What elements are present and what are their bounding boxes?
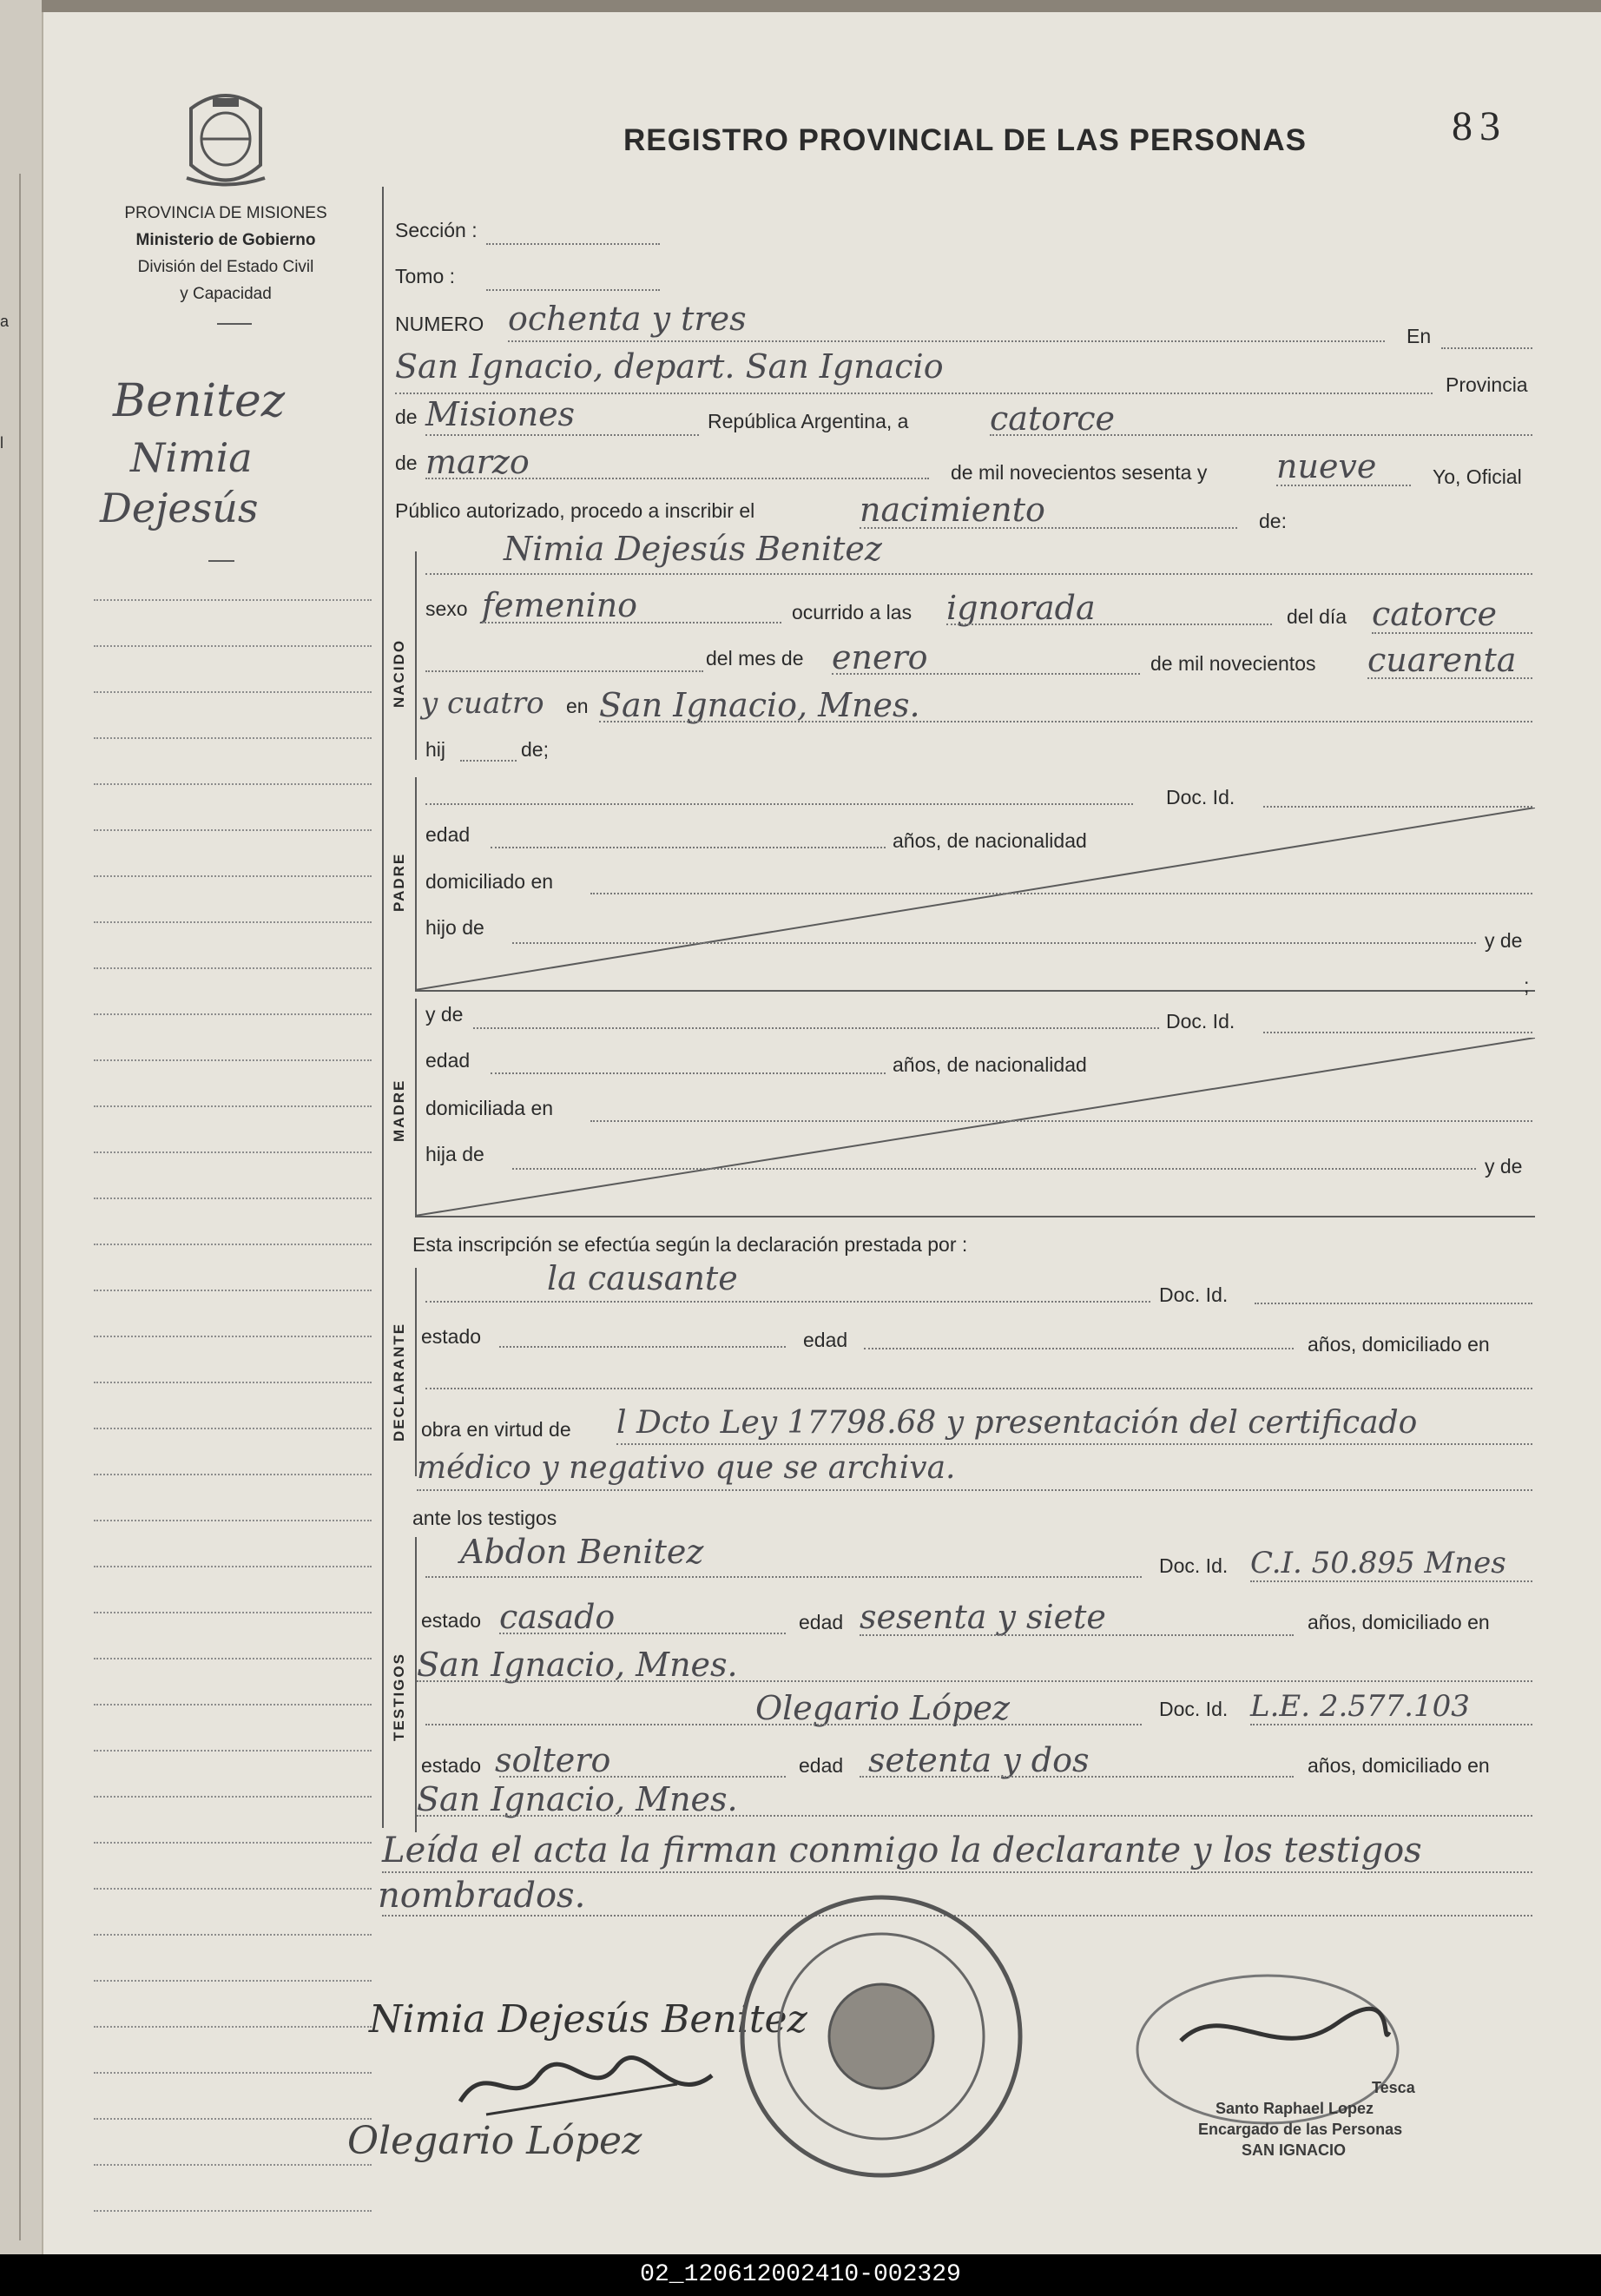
margin-ruled-line — [94, 1704, 372, 1706]
del-mes-label: del mes de — [706, 647, 804, 670]
division-name: División del Estado Civil — [137, 258, 314, 276]
nacido-side-label: NACIDO — [391, 638, 407, 708]
closing-line-1: Leída el acta la firman conmigo la declarante y los testigos — [382, 1831, 1422, 1870]
yo-oficial-label: Yo, Oficial — [1433, 465, 1522, 488]
margin-ruled-line — [94, 1842, 372, 1844]
image-id-footer: 02_120612002410-002329 — [0, 2254, 1601, 2296]
testigo2-doc-value: L.E. 2.577.103 — [1250, 1689, 1470, 1724]
testigo2-doc-label: Doc. Id. — [1159, 1698, 1229, 1720]
margin-ruled-line — [94, 1428, 372, 1429]
dia-line — [1372, 632, 1532, 634]
madre-hija-line — [512, 1168, 1476, 1170]
numero-label: NUMERO — [395, 313, 484, 335]
en-label-nacido: en — [566, 695, 589, 717]
padre-bottom-rule — [415, 990, 1535, 992]
margin-ruled-line — [94, 1980, 372, 1982]
sexo-value: femenino — [482, 586, 638, 624]
margin-ruled-line — [94, 1934, 372, 1936]
margin-ruled-line — [94, 691, 372, 693]
testigo1-doc-line — [1250, 1580, 1532, 1582]
obra-line-2 — [417, 1489, 1532, 1491]
madre-hija-de-label: hija de — [425, 1143, 484, 1165]
madre-y-de-2-label: y de — [1485, 1155, 1523, 1178]
madre-edad-line — [491, 1072, 886, 1074]
margin-ruled-line — [94, 2026, 372, 2028]
signature-witness-2: Olegario López — [347, 2119, 642, 2163]
declarante-name-line — [425, 1301, 1150, 1303]
republica-label: República Argentina, a — [708, 410, 909, 432]
obra-value: l Dcto Ley 17798.68 y presentación del certificado — [616, 1405, 1418, 1441]
margin-surname: Benitez — [113, 375, 286, 427]
margin-ruled-line — [94, 1474, 372, 1475]
padre-side-label: PADRE — [391, 852, 407, 912]
page-number: 83 — [1452, 103, 1507, 149]
padre-hijo-de-label: hijo de — [425, 916, 484, 939]
madre-name-line — [473, 1027, 1159, 1029]
page-edge — [42, 0, 1601, 12]
declarante-estado-line — [499, 1346, 786, 1348]
month-value: marzo — [425, 443, 530, 481]
margin-ruled-line — [94, 1059, 372, 1061]
margin-ruled-line — [94, 829, 372, 831]
testigo2-edad-line — [860, 1776, 1294, 1778]
declarante-side-label: DECLARANTE — [391, 1322, 407, 1442]
testigo2-edad-label: edad — [799, 1754, 844, 1777]
margin-ruled-line — [94, 1796, 372, 1798]
mes-value: enero — [832, 638, 928, 676]
testigo2-estado-line — [499, 1776, 786, 1778]
padre-edad-label: edad — [425, 823, 471, 846]
padre-doc-label: Doc. Id. — [1166, 786, 1235, 808]
margin-stub-l: l — [0, 434, 3, 452]
margin-ruled-line — [94, 645, 372, 647]
sexo-label: sexo — [425, 597, 468, 620]
declarante-edad-label: edad — [803, 1329, 848, 1351]
padre-hijo-line — [512, 942, 1476, 944]
testigo1-doc-value: C.I. 50.895 Mnes — [1250, 1546, 1506, 1580]
province-line — [425, 434, 699, 436]
testigo1-name-value: Abdon Benitez — [460, 1533, 704, 1571]
madre-edad-label: edad — [425, 1049, 471, 1072]
margin-ruled-line — [94, 1382, 372, 1383]
margin-ruled-line — [94, 2072, 372, 2074]
hij-line — [460, 760, 517, 762]
margin-ruled-line — [94, 875, 372, 877]
tomo-label: Tomo : — [395, 265, 456, 287]
testigo2-estado-label: estado — [421, 1754, 482, 1777]
lugar-line — [599, 721, 1532, 722]
ocurrido-label: ocurrido a las — [792, 601, 913, 623]
madre-doc-line — [1263, 1032, 1532, 1033]
margin-ruled-line — [94, 1658, 372, 1659]
margin-ruled-line — [94, 2210, 372, 2212]
margin-middlename: Dejesús — [100, 485, 259, 531]
nacido-border — [415, 551, 417, 760]
padre-y-de-label: y de — [1485, 929, 1523, 952]
margin-ruled-line — [94, 737, 372, 739]
padre-dom-label: domiciliado en — [425, 870, 554, 893]
seccion-label: Sección : — [395, 219, 478, 241]
declarante-anios-dom-label: años, domiciliado en — [1308, 1333, 1490, 1356]
capacity-name: y Capacidad — [180, 285, 272, 303]
official-stamp-text — [1163, 2077, 1415, 2161]
mil-nov-label: de mil novecientos — [1150, 652, 1316, 675]
margin-ruled-line — [94, 1888, 372, 1890]
testigo1-edad-line — [860, 1634, 1294, 1636]
month-line — [425, 478, 929, 479]
declarante-estado-label: estado — [421, 1325, 482, 1348]
margin-ruled-line — [94, 1197, 372, 1199]
numero-line — [508, 340, 1385, 342]
padre-dom-line — [590, 893, 1532, 894]
margin-ruled-line — [94, 1336, 372, 1337]
margin-ruled-line — [94, 1520, 372, 1521]
tomo-line — [486, 289, 660, 291]
official-seal-icon — [734, 1889, 1029, 2184]
margin-ruled-line — [94, 1566, 372, 1567]
ministry-name: Ministerio de Gobierno — [135, 231, 316, 249]
declarante-border — [415, 1268, 417, 1476]
declarante-edad-line — [864, 1348, 1294, 1349]
obra-value-2: médico y negativo que se archiva. — [417, 1450, 956, 1486]
declarante-doc-line — [1255, 1303, 1532, 1304]
province-value: Misiones — [425, 395, 576, 433]
en-line — [1441, 347, 1532, 349]
book-binding — [0, 0, 43, 2254]
madre-dom-line — [590, 1120, 1532, 1122]
main-frame-border — [382, 187, 384, 1828]
declarante-intro: Esta inscripción se efectúa según la declaración prestada por : — [412, 1233, 968, 1256]
margin-stub-a: a — [0, 313, 10, 330]
testigo2-anios-dom-label: años, domiciliado en — [1308, 1754, 1490, 1777]
place-line — [395, 393, 1433, 394]
nacido-name-value: Nimia Dejesús Benitez — [504, 530, 882, 568]
margin-ruled-line — [94, 1244, 372, 1245]
margin-firstname: Nimia — [130, 434, 253, 481]
testigo2-name-line — [425, 1724, 1142, 1725]
closing-rule-1 — [382, 1871, 1532, 1873]
testigos-intro: ante los testigos — [412, 1507, 557, 1529]
padre-doc-line — [1263, 806, 1532, 808]
obra-line — [616, 1443, 1532, 1445]
mil-novecientos-label: de mil novecientos sesenta y — [951, 461, 1208, 484]
margin-ruled-line — [94, 1151, 372, 1153]
padre-name-line — [425, 803, 1133, 805]
stamp-line-2: Santo Raphael Lopez — [1216, 2100, 1374, 2117]
del-dia-label: del día — [1287, 605, 1347, 628]
publico-label: Público autorizado, procedo a inscribir el — [395, 499, 755, 522]
pre-mes-line — [425, 670, 703, 672]
stamp-line-4: SAN IGNACIO — [1242, 2141, 1347, 2159]
binding-rule — [19, 174, 21, 2240]
place-value: San Ignacio, depart. San Ignacio — [395, 347, 944, 386]
declarante-name-value: la causante — [547, 1259, 738, 1297]
hora-line — [946, 623, 1272, 625]
nacido-name-line — [425, 573, 1532, 575]
margin-ruled-line — [94, 2164, 372, 2166]
year-value: nueve — [1276, 447, 1377, 485]
testigo1-name-line — [425, 1576, 1142, 1578]
header-dash — [217, 323, 252, 325]
anio-value-continued: y cuatro — [421, 686, 544, 721]
signature-declarante: Nimia Dejesús Benitez — [369, 1997, 807, 2042]
en-label: En — [1407, 325, 1432, 347]
testigo1-dom-value: San Ignacio, Mnes. — [417, 1646, 738, 1684]
testigo1-doc-label: Doc. Id. — [1159, 1554, 1229, 1577]
de-label-2: de — [395, 452, 418, 474]
margin-ruled-line — [94, 1612, 372, 1613]
testigo2-estado-value: soltero — [495, 1741, 611, 1779]
testigo2-name-value: Olegario López — [755, 1689, 1010, 1727]
madre-nac-label: años, de nacionalidad — [893, 1053, 1087, 1076]
act-value: nacimiento — [860, 491, 1045, 529]
sexo-line — [482, 622, 781, 623]
anio-line — [1367, 677, 1532, 679]
province-name: PROVINCIA DE MISIONES — [124, 204, 327, 222]
margin-ruled-line — [94, 1290, 372, 1291]
testigo2-edad-value: setenta y dos — [868, 1741, 1090, 1779]
anio-value: cuarenta — [1367, 641, 1517, 679]
hij-de-label: de; — [521, 738, 549, 761]
testigo2-dom-line — [417, 1815, 1532, 1817]
day-value: catorce — [990, 399, 1116, 438]
testigo2-dom-value: San Ignacio, Mnes. — [417, 1780, 738, 1818]
margin-ruled-line — [94, 921, 372, 923]
act-line — [860, 527, 1237, 529]
madre-bottom-rule — [415, 1216, 1535, 1217]
lugar-value: San Ignacio, Mnes. — [599, 686, 920, 724]
testigo2-doc-line — [1250, 1724, 1532, 1725]
margin-ruled-line — [94, 599, 372, 601]
seccion-line — [486, 243, 660, 245]
hij-label: hij — [425, 738, 446, 761]
testigo1-anios-dom-label: años, domiciliado en — [1308, 1611, 1490, 1633]
testigo1-dom-line — [417, 1680, 1532, 1682]
madre-side-label: MADRE — [391, 1079, 407, 1142]
year-line — [1276, 485, 1411, 486]
testigo1-estado-label: estado — [421, 1609, 482, 1632]
stamp-line-3: Encargado de las Personas — [1198, 2121, 1403, 2138]
de-label: de — [395, 406, 418, 428]
madre-y-de-label: y de — [425, 1003, 464, 1026]
document-title: REGISTRO PROVINCIAL DE LAS PERSONAS — [623, 123, 1307, 157]
margin-ruled-line — [94, 2118, 372, 2120]
coat-of-arms-icon — [174, 82, 278, 195]
numero-value: ochenta y tres — [508, 300, 747, 338]
declarante-doc-label: Doc. Id. — [1159, 1283, 1229, 1306]
provincia-label: Provincia — [1446, 373, 1528, 396]
hora-value: ignorada — [946, 589, 1096, 627]
margin-ruled-line — [94, 1013, 372, 1015]
day-line — [990, 434, 1532, 436]
signature-witness-1 — [451, 2049, 747, 2119]
de-colon-label: de: — [1259, 510, 1287, 532]
margin-ruled-line — [94, 967, 372, 969]
margin-dash — [208, 560, 234, 562]
testigo1-estado-value: casado — [499, 1598, 616, 1636]
padre-nac-label: años, de nacionalidad — [893, 829, 1087, 852]
padre-semicolon: ; — [1524, 974, 1530, 997]
madre-dom-label: domiciliada en — [425, 1097, 554, 1119]
madre-doc-label: Doc. Id. — [1166, 1010, 1235, 1033]
closing-line-2: nombrados. — [378, 1876, 586, 1916]
testigo1-estado-line — [499, 1633, 786, 1634]
issuer-header — [82, 200, 369, 307]
testigo1-edad-value: sesenta y siete — [860, 1598, 1106, 1636]
testigos-side-label: TESTIGOS — [391, 1653, 407, 1741]
dia-value: catorce — [1372, 595, 1498, 633]
obra-label: obra en virtud de — [421, 1418, 571, 1441]
padre-edad-line — [491, 847, 886, 848]
margin-ruled-line — [94, 1750, 372, 1752]
mes-line — [832, 673, 1140, 675]
declarante-dom-line — [425, 1388, 1532, 1389]
margin-ruled-line — [94, 1105, 372, 1107]
testigo1-edad-label: edad — [799, 1611, 844, 1633]
stamp-line-1: Tesca — [1372, 2079, 1415, 2096]
margin-ruled-line — [94, 783, 372, 785]
